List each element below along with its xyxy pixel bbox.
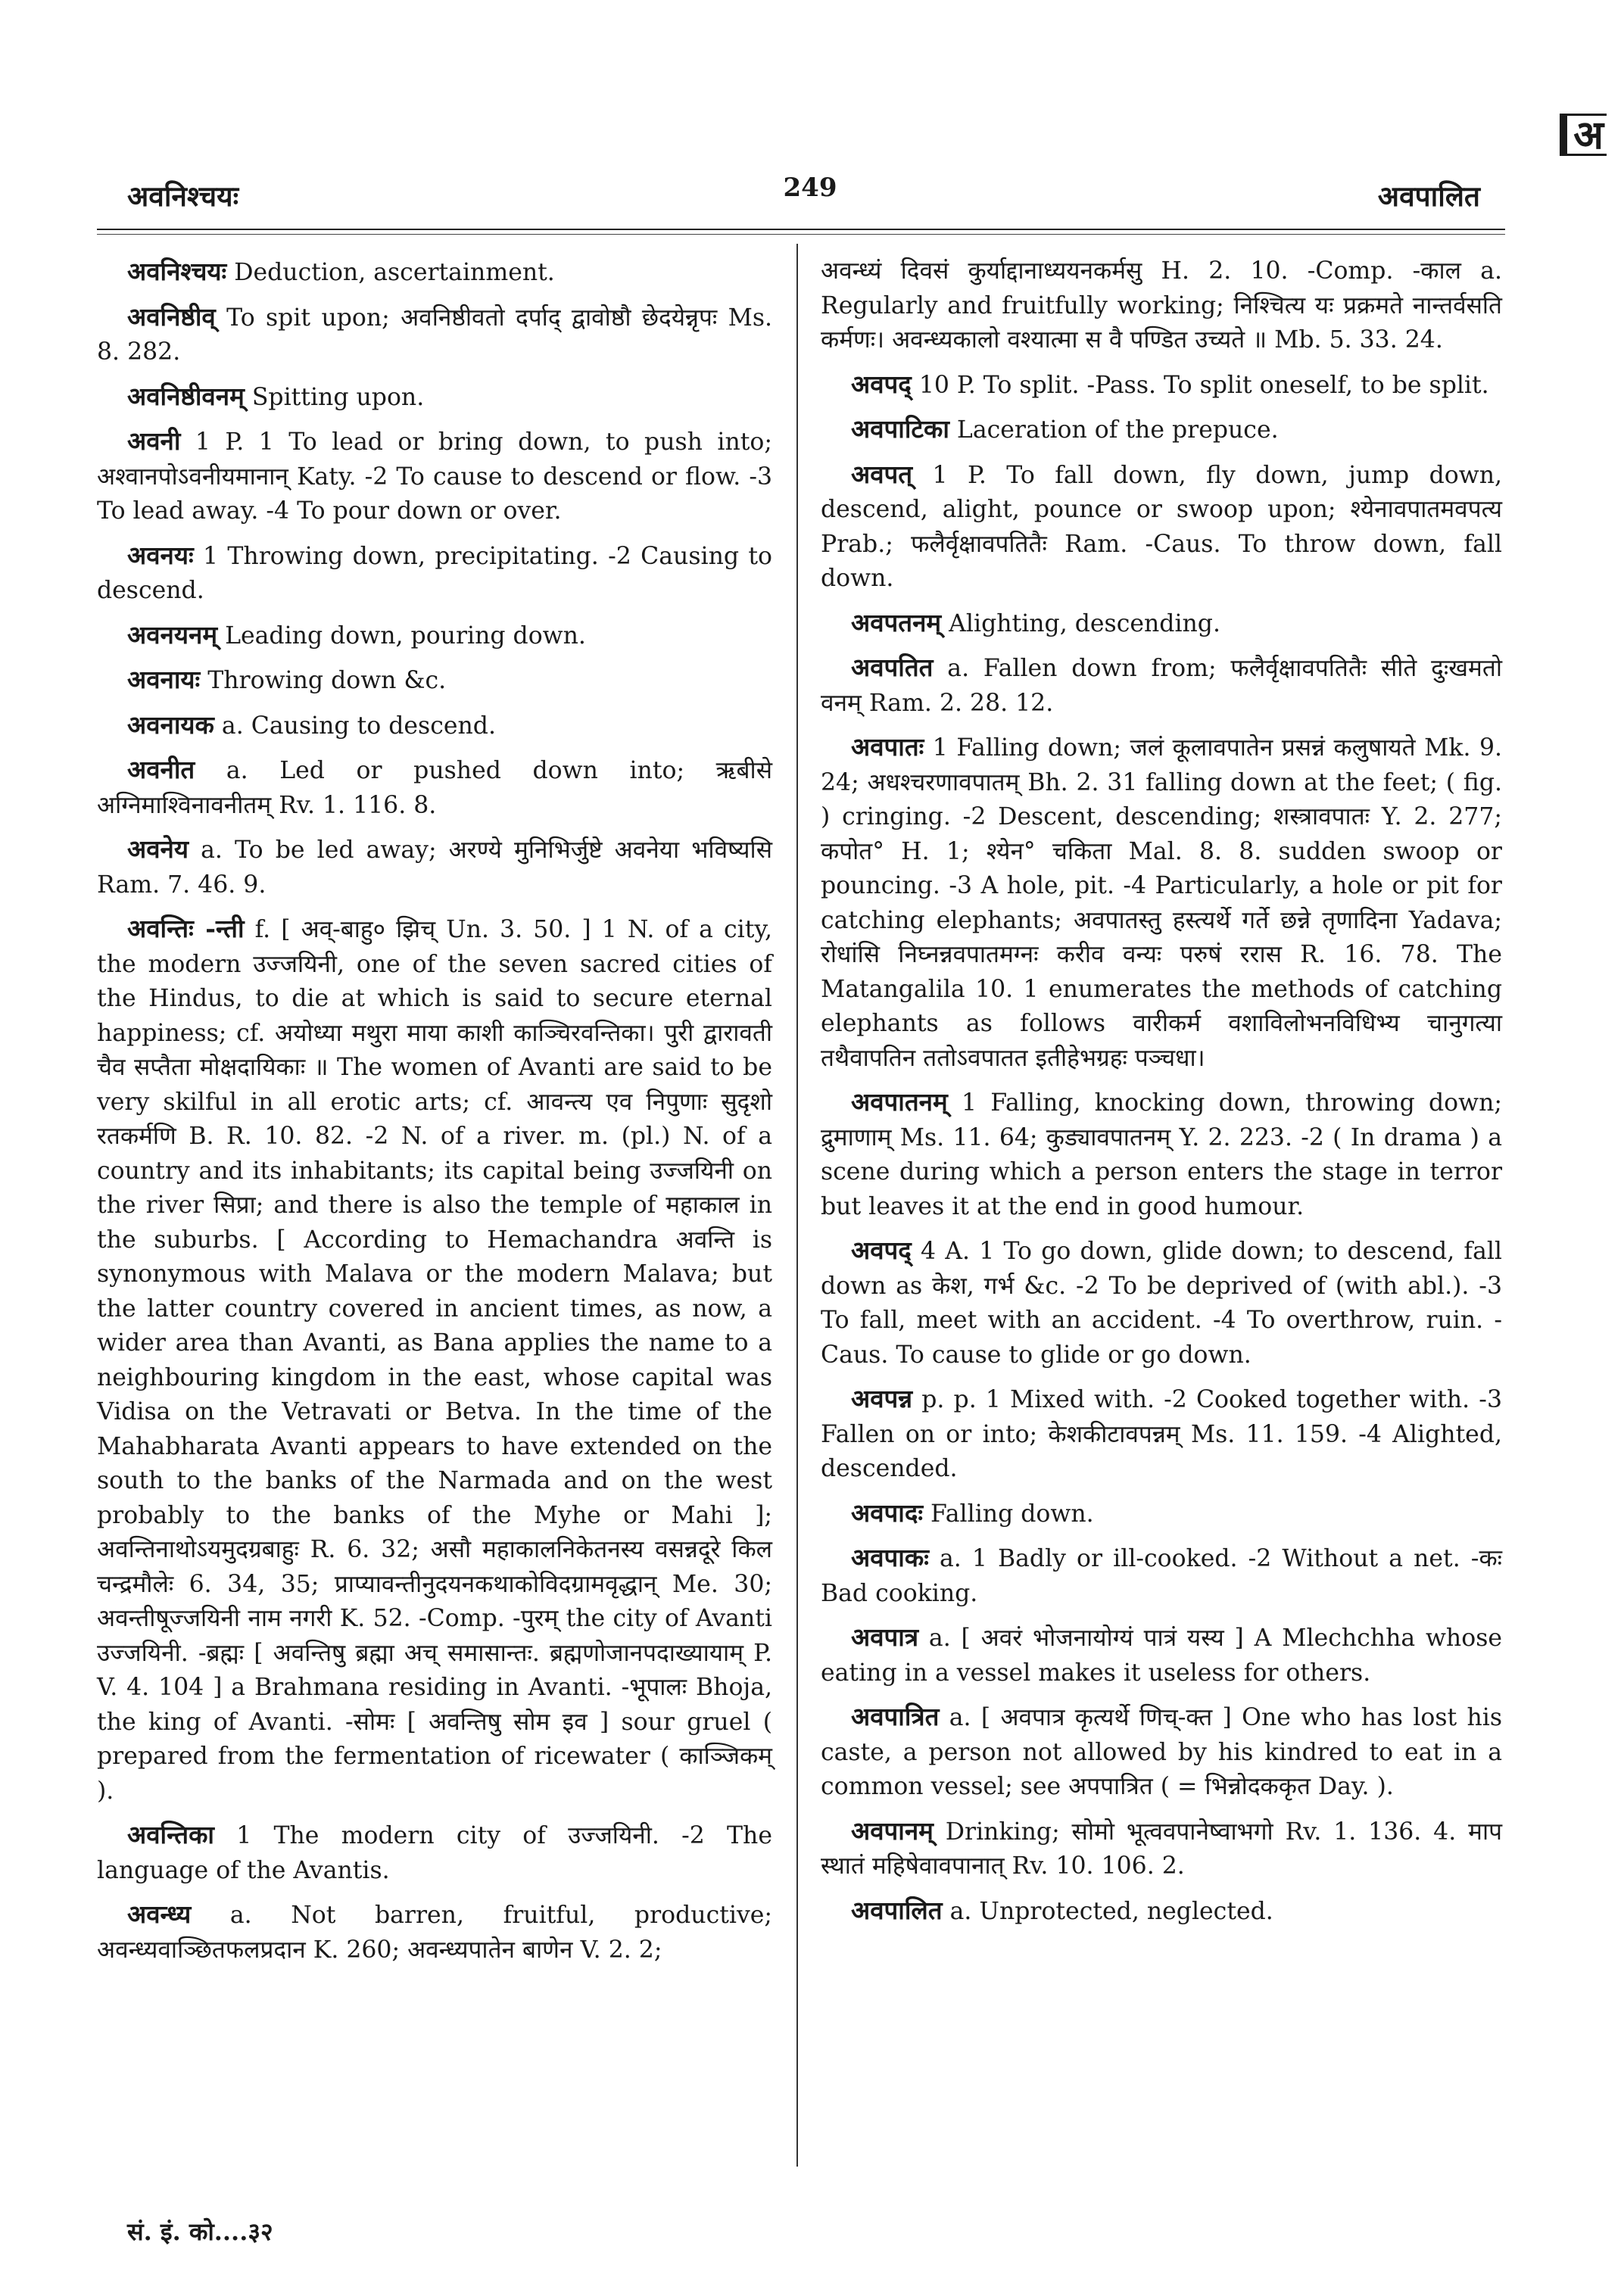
entry-definition: a. 1 Badly or ill-cooked. -2 Without a net. -कः Bad cooking. bbox=[821, 1545, 1502, 1607]
dictionary-entry bbox=[821, 650, 1502, 721]
entry-definition: Deduction, ascertainment. bbox=[226, 259, 555, 286]
entry-headword: अवपात्र bbox=[851, 1622, 919, 1652]
entry-definition: 1 Falling, knocking down, throwing down; द्रुमाणाम् Ms. 11. 64; कुड्यावपातनम् Y. 2. 223. -2 ( In drama ) a scene during which a person enters the stage in terror but leaves it at the end in good humour. bbox=[821, 1089, 1502, 1220]
entry-definition: a. Fallen down from; फलैर्वृक्षावपतितैः सीते दुःखमतो वनम् Ram. 2. 28. 12. bbox=[821, 655, 1502, 717]
entry-definition: Spitting upon. bbox=[244, 383, 425, 411]
right-column bbox=[821, 254, 1502, 1938]
dictionary-entry bbox=[97, 300, 772, 370]
entry-definition: a. Causing to descend. bbox=[214, 712, 496, 740]
entry-definition: Falling down. bbox=[923, 1500, 1094, 1528]
header-rule bbox=[97, 229, 1505, 230]
entry-definition: 10 P. To split. -Pass. To split oneself, to be split. bbox=[911, 371, 1489, 399]
entry-headword: अवनीत bbox=[127, 755, 195, 784]
entry-headword: अवपालित bbox=[851, 1895, 943, 1925]
page-number: 249 bbox=[783, 173, 837, 203]
entry-headword: अवपतित bbox=[851, 653, 934, 682]
entry-definition: a. [ अवरं भोजनायोग्यं पात्रं यस्य ] A Mlechchha whose eating in a vessel makes it useless for others. bbox=[821, 1625, 1502, 1687]
entry-definition: Alighting, descending. bbox=[941, 609, 1220, 637]
entry-headword: अवन्तिः -न्ती bbox=[127, 914, 245, 943]
header-rule-thin bbox=[97, 234, 1505, 235]
entry-headword: अवनिश्चयः bbox=[127, 257, 227, 286]
entry-definition: अवन्ध्यं दिवसं कुर्याद्दानाध्ययनकर्मसु H. 2. 10. -Comp. -काल a. Regularly and fruitfully working; निश्चित्य यः प्रक्रमते नान्तर्वसति कर्मणः। अवन्ध्यकालो वश्यात्मा स वै पण्डित उच्यते ॥ Mb. 5. 33. 24. bbox=[821, 257, 1502, 354]
entry-headword: अवपादः bbox=[851, 1497, 924, 1528]
entry-definition: 1 P. 1 To lead or bring down, to push into; अश्वानपोऽवनीयमानान् Katy. -2 To cause to descend or flow. -3 To lead away. -4 To pour down or over. bbox=[97, 428, 772, 525]
dictionary-entry bbox=[821, 730, 1502, 1076]
entry-definition: 1 P. To fall down, fly down, jump down, descend, alight, pounce or swoop upon; श्येनावपातमवपत्य Prab.; फलैर्वृक्षावपतितैः Ram. -Caus. To throw down, fall down. bbox=[821, 461, 1502, 592]
entry-headword: अवपतनम् bbox=[851, 607, 942, 637]
dictionary-entry bbox=[97, 662, 772, 699]
dictionary-entry bbox=[97, 379, 772, 416]
entry-definition: a. Unprotected, neglected. bbox=[942, 1897, 1273, 1925]
dictionary-entry bbox=[97, 1818, 772, 1888]
entry-headword: अवनयः bbox=[127, 540, 194, 570]
dictionary-entry bbox=[97, 254, 772, 291]
running-headword-left: अवनिश्चयः bbox=[127, 179, 239, 213]
left-column bbox=[97, 254, 772, 1977]
entry-definition: 1 Throwing down, precipitating. -2 Causing to descend. bbox=[97, 542, 772, 604]
entry-headword: अवन्ध्य bbox=[127, 1899, 192, 1929]
dictionary-entry bbox=[821, 1382, 1502, 1487]
entry-headword: अवपाटिका bbox=[851, 414, 949, 444]
dictionary-entry bbox=[821, 1620, 1502, 1690]
entry-headword: अवपानम् bbox=[851, 1815, 934, 1846]
entry-headword: अवनेय bbox=[127, 834, 189, 864]
entry-definition: 1 Falling down; जलं कूलावपातेन प्रसन्नं कलुषायते Mk. 9. 24; अधश्चरणावपातम् Bh. 2. 31 falling down at the feet; ( fig. ) cringing. -2 Descent, descending; शस्त्रावपातः Y. 2. 277; कपोत° H. 1; श्येन° चकिता Mal. 8. 8. sudden swoop or pouncing. -3 A hole, pit. -4 Particularly, a hole or pit for catching elephants; अवपातस्तु हस्त्यर्थे गर्ते छन्ने तृणादिना Yadava; रोधांसि निघ्नन्नवपातमग्नः करीव वन्यः परुषं ररास R. 16. 78. The Matangalila 10. 1 enumerates the methods of catching elephants as follows वारीकर्म वशाविलोभनविधिभ्य चानुगत्या तथैवापतिन ततोऽवपातत इतीहेभग्रहः पञ्चधा। bbox=[821, 734, 1502, 1072]
entry-definition: 4 A. 1 To go down, glide down; to descend, fall down as केश, गर्भ &c. -2 To be deprived of (with abl.). -3 To fall, meet with an accident. -4 To overthrow, ruin. -Caus. To cause to glide or go down. bbox=[821, 1238, 1502, 1369]
entry-headword: अवपात्रित bbox=[851, 1702, 940, 1731]
dictionary-entry bbox=[821, 1496, 1502, 1532]
entry-definition: Drinking; सोमो भूत्ववपानेष्वाभगो Rv. 1. 136. 4. माप स्थातं महिषेवावपानात् Rv. 10. 106. 2. bbox=[821, 1818, 1502, 1880]
entry-headword: अवपद् bbox=[851, 1235, 912, 1265]
entry-headword: अवनिष्ठीव् bbox=[127, 301, 216, 332]
dictionary-entry bbox=[821, 1233, 1502, 1372]
entry-definition: p. p. 1 Mixed with. -2 Cooked together with. -3 Fallen on or into; केशकीटावपन्नम् Ms. 11. 159. -4 Alighted, descended. bbox=[821, 1386, 1502, 1482]
dictionary-entry bbox=[821, 1541, 1502, 1611]
dictionary-entry bbox=[97, 752, 772, 823]
running-headword-right: अवपालित bbox=[1377, 179, 1480, 213]
dictionary-entry bbox=[821, 254, 1502, 358]
dictionary-entry bbox=[97, 911, 772, 1809]
entry-headword: अवनिष्ठीवनम् bbox=[127, 381, 245, 411]
entry-headword: अवनायः bbox=[127, 665, 201, 694]
entry-headword: अवपत् bbox=[851, 459, 913, 489]
entry-definition: a. Not barren, fruitful, productive; अवन्ध्यवाञ्छितफलप्रदान K. 260; अवन्ध्यपातेन बाणेन V. 2. 2; bbox=[97, 1902, 772, 1964]
dictionary-entry bbox=[821, 367, 1502, 403]
dictionary-entry bbox=[821, 412, 1502, 448]
entry-headword: अवनायक bbox=[127, 709, 214, 740]
dictionary-entry bbox=[97, 538, 772, 609]
entry-definition: To spit upon; अवनिष्ठीवतो दर्पाद् द्वावोष्ठौ छेदयेन्नृपः Ms. 8. 282. bbox=[97, 304, 772, 366]
entry-definition: a. [ अवपात्र कृत्यर्थे णिच्-क्त ] One who has lost his caste, a person not allowed by his kindred to eat in a common vessel; see अपपात्रित ( = भिन्नोदककृत Day. ). bbox=[821, 1704, 1502, 1800]
printer-signature: सं. इं. को....३२ bbox=[127, 2217, 273, 2246]
entry-headword: अवन्तिका bbox=[127, 1820, 214, 1849]
dictionary-entry bbox=[821, 1893, 1502, 1930]
dictionary-entry bbox=[821, 606, 1502, 642]
entry-headword: अवपन्न bbox=[851, 1384, 913, 1413]
dictionary-entry bbox=[97, 424, 772, 529]
dictionary-entry bbox=[821, 1085, 1502, 1224]
entry-definition: Laceration of the prepuce. bbox=[949, 416, 1279, 444]
dictionary-entry bbox=[97, 618, 772, 654]
dictionary-entry bbox=[821, 457, 1502, 597]
entry-definition: Throwing down &c. bbox=[200, 667, 447, 694]
entry-headword: अवनी bbox=[127, 426, 181, 456]
entry-definition: a. To be led away; अरण्ये मुनिभिर्जुष्टे अवनेया भविष्यसि Ram. 7. 46. 9. bbox=[97, 837, 772, 899]
dictionary-entry bbox=[97, 832, 772, 902]
entry-headword: अवपातः bbox=[851, 732, 924, 762]
entry-definition: a. Led or pushed down into; ऋबीसे अग्निमाश्विनावनीतम् Rv. 1. 116. 8. bbox=[97, 757, 772, 819]
entry-headword: अवपातनम् bbox=[851, 1087, 948, 1117]
column-divider bbox=[796, 244, 798, 2167]
dictionary-entry bbox=[97, 708, 772, 744]
section-letter-tab: अ bbox=[1560, 114, 1607, 156]
dictionary-entry bbox=[821, 1814, 1502, 1884]
dictionary-entry bbox=[97, 1897, 772, 1967]
dictionary-entry bbox=[821, 1699, 1502, 1805]
entry-headword: अवपद् bbox=[851, 369, 912, 399]
entry-headword: अवपाकः bbox=[851, 1543, 929, 1572]
entry-headword: अवनयनम् bbox=[127, 619, 218, 650]
entry-definition: f. [ अव्-बाहु० झिच् Un. 3. 50. ] 1 N. of a city, the modern उज्जयिनी, one of the seven sacred cities of the Hindus, to die at which is said to secure eternal happiness; cf. अयोध्या मथुरा माया काशी काञ्चिरवन्तिका। पुरी द्वारावती चैव सप्तैता मोक्षदायिकाः ॥ The women of Avanti are said to be very skilful in all erotic arts; cf. आवन्त्य एव निपुणाः सुदृशो रतकर्मणि B. R. 10. 82. -2 N. of a river. m. (pl.) N. of a country and its inhabitants; its capital being उज्जयिनी on the river सिप्रा; and there is also the temple of महाकाल in the suburbs. [ According to Hemachandra अवन्ति is synonymous with Malava or the modern Malava; but the latter country covered in ancient times, as now, a wider area than Avanti, as Bana applies the name to a neighbouring kingdom in the east, whose capital was Vidisa on the Vetravati or Betva. In the time of the Mahabharata Avanti appears to have extended on the south to the banks of the Narmada and on the west probably to the banks of the Myhe or Mahi ]; अवन्तिनाथोऽयमुदग्रबाहुः R. 6. 32; असौ महाकालनिकेतनस्य वसन्नदूरे किल चन्द्रमौलेः 6. 34, 35; प्राप्यावन्तीनुदयनकथाकोविदग्रामवृद्धान् Me. 30; अवन्तीषूज्जयिनी नाम नगरी K. 52. -Comp. -पुरम् the city of Avanti उज्जयिनी. -ब्रह्मः [ अवन्तिषु ब्रह्मा अच् समासान्तः. ब्रह्मणोजानपदाख्यायाम् P. V. 4. 104 ] a Brahmana residing in Avanti. -भूपालः Bhoja, the king of Avanti. -सोमः [ अवन्तिषु सोम इव ] sour gruel ( prepared from the fermentation of ricewater ( काञ्जिकम् ). bbox=[97, 916, 773, 1805]
entry-definition: Leading down, pouring down. bbox=[217, 622, 586, 650]
entry-definition: 1 The modern city of उज्जयिनी. -2 The language of the Avantis. bbox=[97, 1822, 772, 1884]
